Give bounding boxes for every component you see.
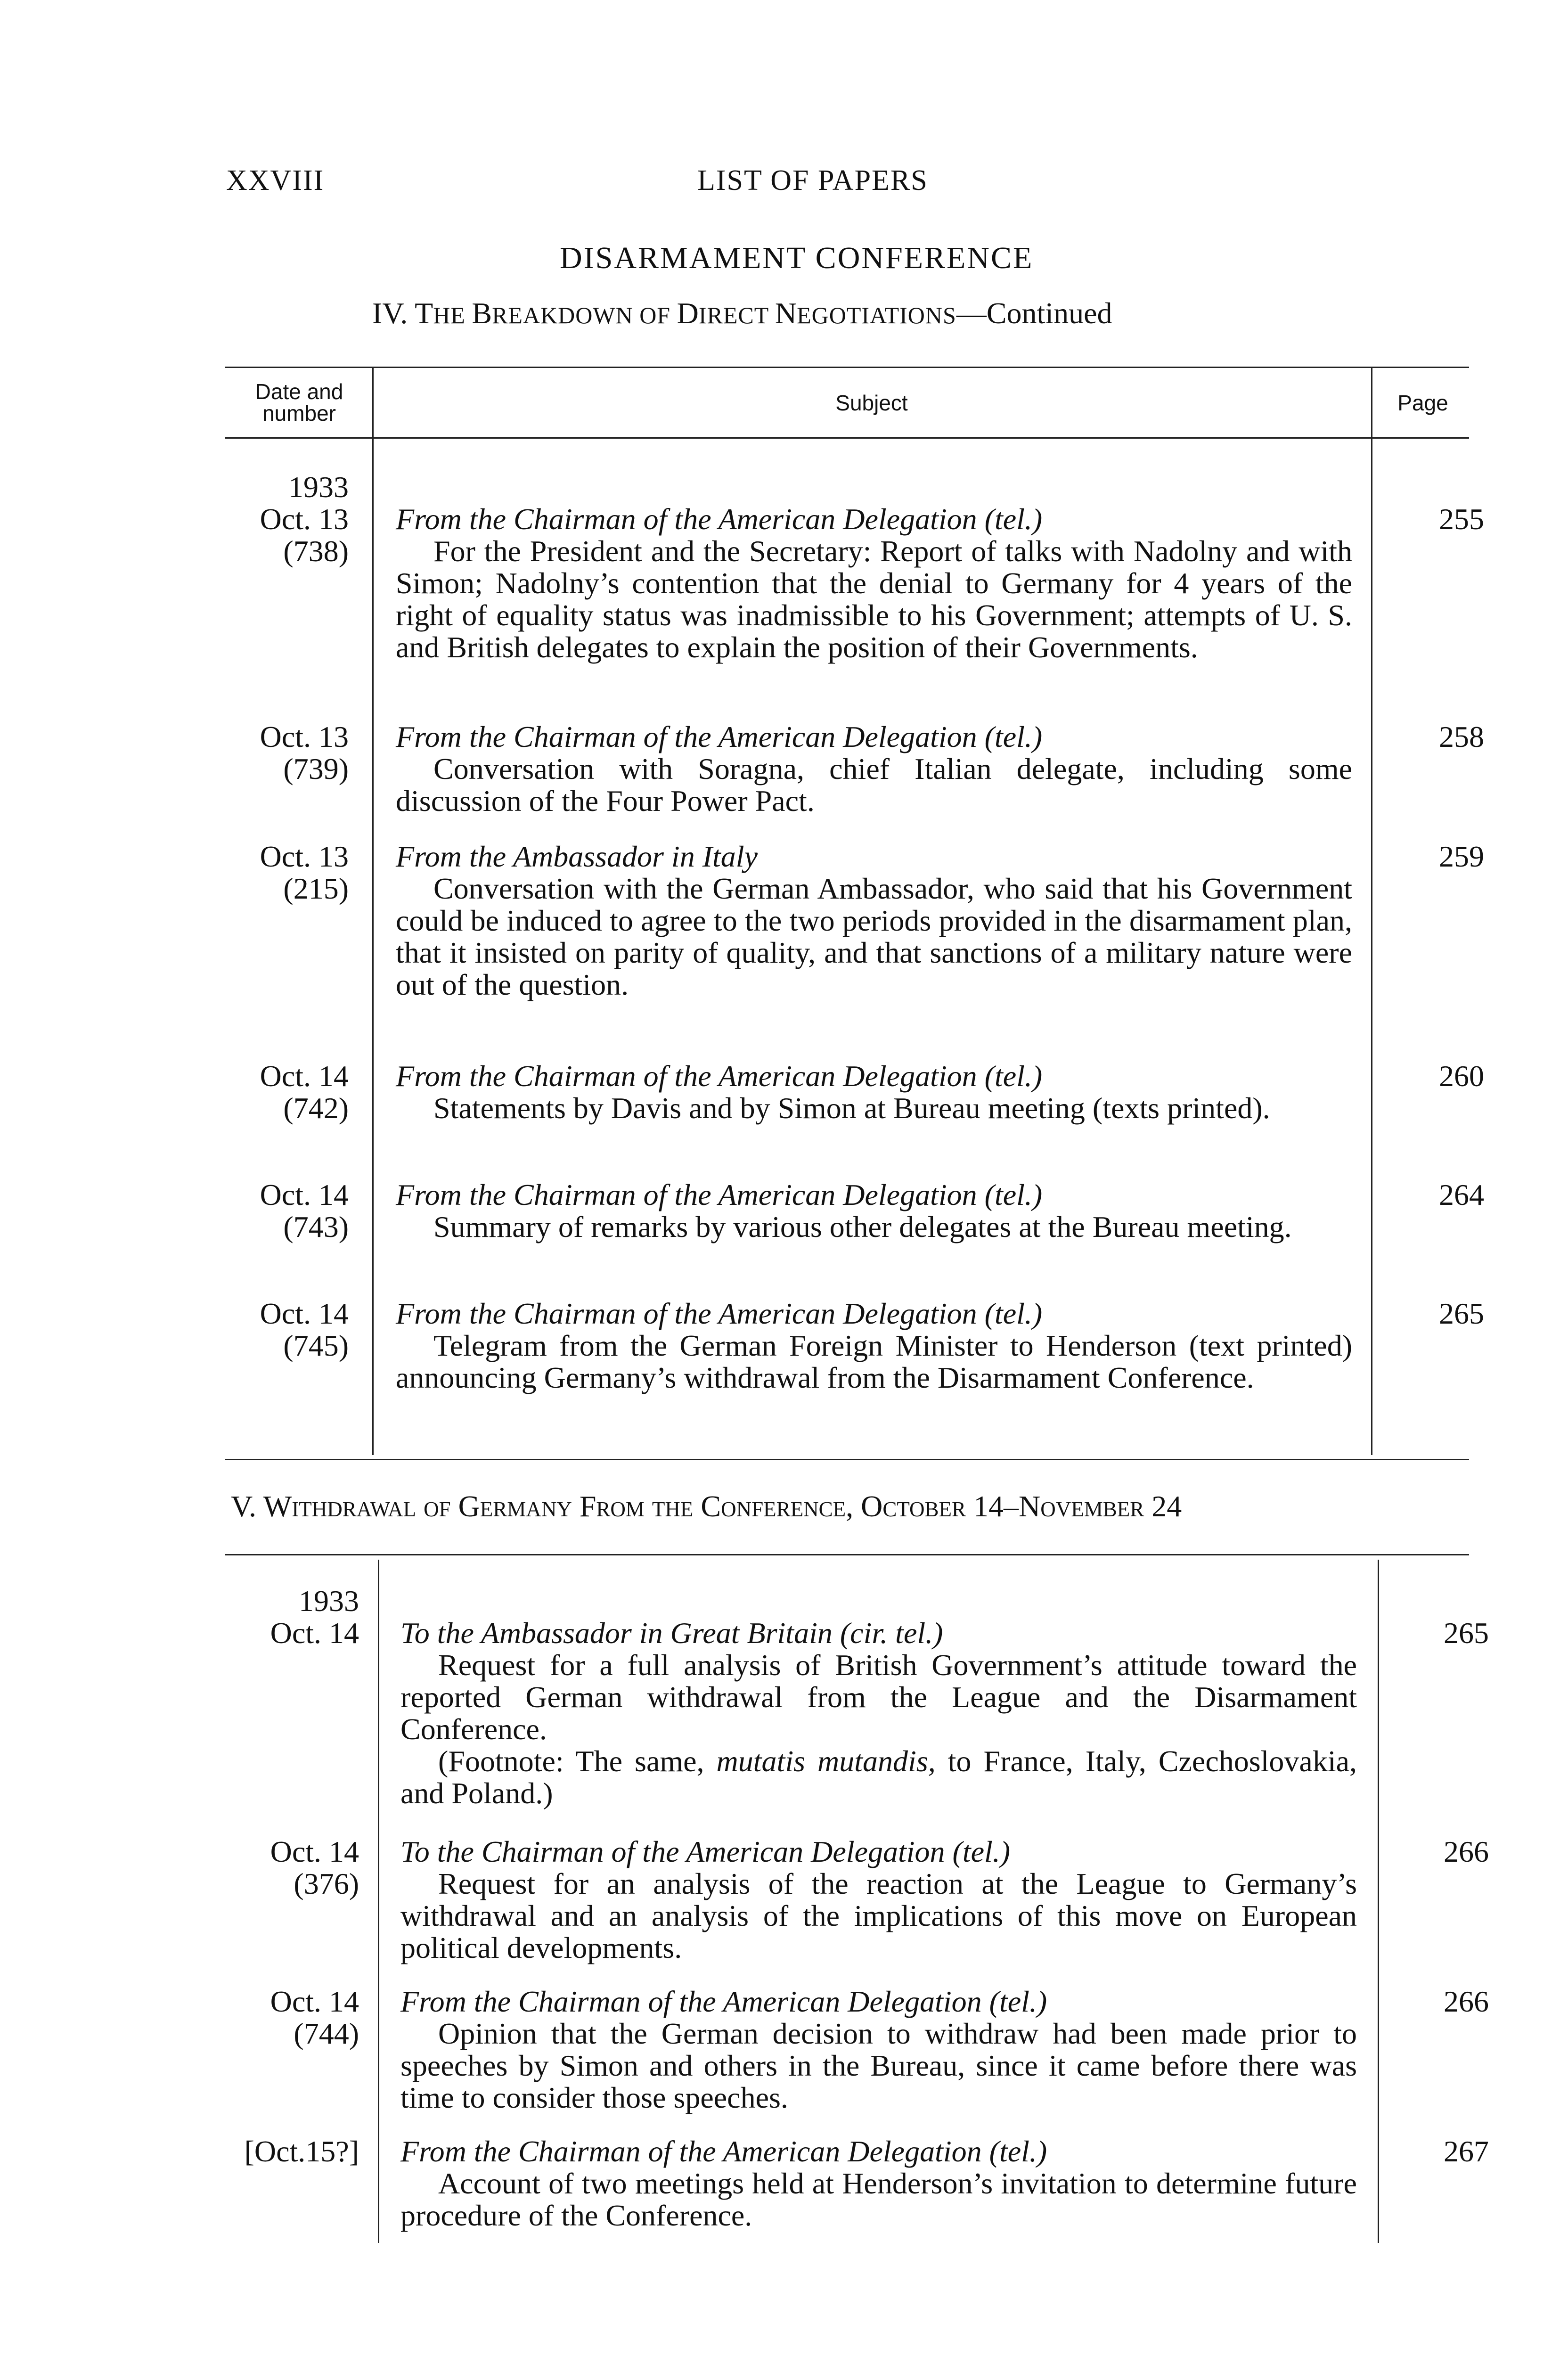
entry xyxy=(396,1298,1352,1394)
entry-page: 266 xyxy=(1444,1835,1489,1868)
column-header-date: Date and number xyxy=(255,379,343,425)
entry xyxy=(396,841,1352,1001)
entry-subject: Telegram from the German Foreign Minister to Henderson (text printed) announcing Germany’s withdrawal from the Disarmament Conference. xyxy=(396,1329,1352,1394)
table-bottom-rule xyxy=(225,1459,1469,1460)
entry-title: From the Chairman of the American Delegation (tel.) xyxy=(396,1178,1043,1211)
entry xyxy=(400,1617,1357,1809)
entry-title: From the Chairman of the American Delegation (tel.) xyxy=(396,1297,1043,1330)
entry-page: 265 xyxy=(1439,1297,1484,1330)
entry-subject: Request for a full analysis of British Government’s attitude toward the reported German withdrawal from the League and the Disarmament Conference. xyxy=(400,1648,1357,1746)
entry xyxy=(396,721,1352,817)
entry-title: From the Ambassador in Italy xyxy=(396,840,758,873)
table-top-rule xyxy=(225,367,1469,368)
entry-date: 1933 Oct. 14 xyxy=(270,1584,359,1650)
entry-title: From the Chairman of the American Delegation (tel.) xyxy=(396,720,1043,753)
entry-subject: Request for an analysis of the reaction at the League to Germany’s withdrawal and an analysis of the implications of this move on European political developments. xyxy=(400,1867,1357,1964)
table-header-rule xyxy=(225,437,1469,439)
entry-page: 267 xyxy=(1444,2135,1489,2168)
entry-page: 259 xyxy=(1439,840,1484,873)
column-header-page: Page xyxy=(1397,391,1448,415)
entry-subject: Opinion that the German decision to withdraw had been made prior to speeches by Simon and others in the Bureau, since it came before there was time to consider those speeches. xyxy=(400,2017,1357,2114)
entry-date: Oct. 14 (742) xyxy=(260,1059,349,1125)
entry xyxy=(396,1179,1352,1243)
entry-page: 264 xyxy=(1439,1178,1484,1211)
column-divider xyxy=(372,367,374,1455)
entry-title: From the Chairman of the American Delegation (tel.) xyxy=(400,2135,1047,2168)
entry xyxy=(400,1986,1357,2114)
entry-date: 1933 Oct. 13 (738) xyxy=(260,470,349,568)
entry xyxy=(396,503,1352,663)
entry-date: Oct. 14 (376) xyxy=(270,1835,359,1900)
entry-title: From the Chairman of the American Delegation (tel.) xyxy=(396,1059,1043,1093)
running-title: LIST OF PAPERS xyxy=(697,164,928,196)
entry-page: 255 xyxy=(1439,502,1484,536)
column-divider xyxy=(378,1560,379,2243)
page-number-roman: XXVIII xyxy=(226,164,325,196)
entry-footnote: (Footnote: The same, mutatis mutandis, to France, Italy, Czechoslovakia, and Poland.) xyxy=(400,1744,1357,1810)
entry-page: 260 xyxy=(1439,1059,1484,1093)
entry-subject: For the President and the Secretary: Report of talks with Nadolny and with Simon; Nadolny’s contention that the denial to Germany for 4 years of the right of equality status was inadmissible to his Government; attempts of U. S. and British delegates to explain the position of their Governments. xyxy=(396,534,1352,664)
entry-title: From the Chairman of the American Delegation (tel.) xyxy=(400,1985,1047,2018)
entry-subject: Conversation with Soragna, chief Italian delegate, including some discussion of the Four Power Pact. xyxy=(396,752,1352,818)
section-heading-v: V. Withdrawal of Germany From the Conference, October 14–November 24 xyxy=(231,1489,1182,1523)
entry xyxy=(396,1060,1352,1124)
table-top-rule xyxy=(225,1554,1469,1555)
entry-title: From the Chairman of the American Delegation (tel.) xyxy=(396,502,1043,536)
entry-title: To the Ambassador in Great Britain (cir. tel.) xyxy=(400,1616,943,1650)
entry-date: Oct. 14 (744) xyxy=(270,1985,359,2050)
entry-subject: Statements by Davis and by Simon at Bureau meeting (texts printed). xyxy=(433,1091,1270,1125)
entry-date: Oct. 14 (745) xyxy=(260,1297,349,1362)
entry-page: 266 xyxy=(1444,1985,1489,2018)
column-divider xyxy=(1378,1560,1379,2243)
column-divider xyxy=(1371,367,1372,1455)
entry-date: Oct. 13 (215) xyxy=(260,840,349,905)
entry xyxy=(400,1836,1357,1964)
entry-subject: Summary of remarks by various other delegates at the Bureau meeting. xyxy=(433,1210,1292,1243)
entry-date: [Oct.15?] xyxy=(244,2135,359,2168)
section-heading-iv: IV. THE BREAKDOWN OF DIRECT NEGOTIATIONS—Continued xyxy=(372,296,1112,330)
entry-subject: Account of two meetings held at Henderson’s invitation to determine future procedure of the Conference. xyxy=(400,2167,1357,2232)
entry-page: 258 xyxy=(1439,720,1484,753)
chapter-title: DISARMAMENT CONFERENCE xyxy=(560,241,1034,275)
entry-date: Oct. 13 (739) xyxy=(260,720,349,785)
entry-subject: Conversation with the German Ambassador, who said that his Government could be induced to agree to the two periods provided in the disarmament plan, that it insisted on parity of quality, and that sanctions of a military nature were out of the question. xyxy=(396,872,1352,1001)
entry-title: To the Chairman of the American Delegation (tel.) xyxy=(400,1835,1011,1868)
entry-page: 265 xyxy=(1444,1616,1489,1650)
column-header-subject: Subject xyxy=(835,391,908,415)
entry-date: Oct. 14 (743) xyxy=(260,1178,349,1243)
entry xyxy=(400,2135,1357,2232)
